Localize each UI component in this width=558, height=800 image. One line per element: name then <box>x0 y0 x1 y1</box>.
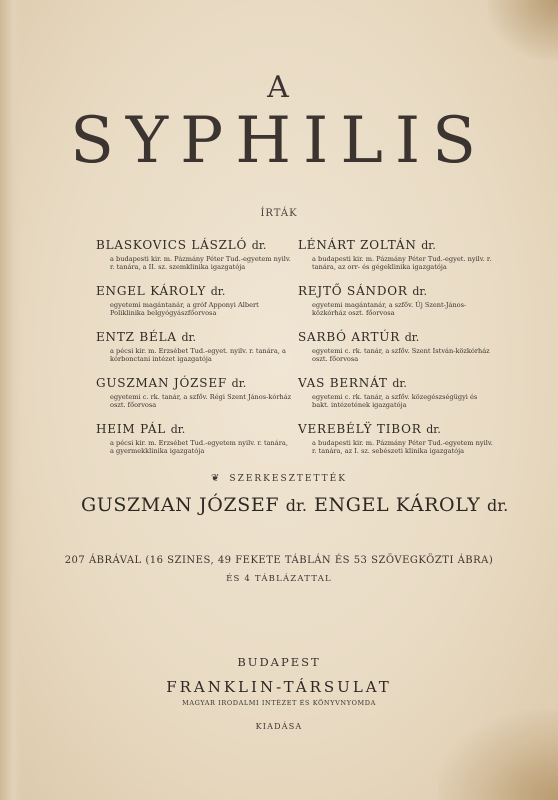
author-entry <box>298 284 494 330</box>
author-name-line <box>298 330 494 344</box>
corner-stain-top <box>488 0 558 60</box>
author-entry <box>298 376 494 422</box>
editor-name-line <box>81 494 307 516</box>
author-description: egyetemi magántanár, a gróf Apponyi Albert Poliklinika belgyógyászfőorvosa <box>110 301 259 318</box>
author-description: egyetemi c. rk. tanár, a szfőv. közegészségügyi és bakt. intézetének igazgatója <box>312 393 478 410</box>
author-name-line <box>96 238 292 252</box>
leaf-ornament-icon: ❦ <box>211 473 220 484</box>
author-title: dr. <box>231 377 247 390</box>
author-entry <box>298 238 494 284</box>
author-name: SARBÓ ARTÚR <box>298 330 401 344</box>
author-entry <box>96 422 292 468</box>
author-name: ENTZ BÉLA <box>96 330 177 344</box>
author-name: VEREBÉLŸ TIBOR <box>298 422 422 436</box>
author-description: egyetemi c. rk. tanár, a szfőv. Régi Szent János-kórház oszt. főorvosa <box>110 393 292 410</box>
author-name-line <box>96 422 292 436</box>
author-entry <box>96 284 292 330</box>
editor-name: GUSZMAN JÓZSEF <box>81 494 280 516</box>
authors-right-column <box>298 238 494 468</box>
book-title: SYPHILIS <box>70 104 488 178</box>
author-title: dr. <box>426 423 441 436</box>
author-description: a budapesti kir. m. Pázmány Péter Tud.-egyet. nyilv. r. tanára, az orr- és gégeklinika igazgatója <box>312 255 492 272</box>
editor-name: ENGEL KÁROLY <box>314 494 481 516</box>
editors-label: SZERKESZTETTÉK <box>229 474 347 484</box>
illustration-count: 207 ÁBRÁVAL (16 SZINES, 49 FEKETE TÁBLÁN ÉS 53 SZÖVEGKÖZTI ÁBRA) <box>64 555 494 566</box>
author-name-line <box>298 238 494 252</box>
authors-left-column <box>96 238 292 468</box>
author-name: GUSZMAN JÓZSEF <box>96 376 228 390</box>
author-title: dr. <box>421 239 436 252</box>
author-title: dr. <box>392 377 407 390</box>
author-name-line <box>96 330 292 344</box>
editor-name-line <box>314 494 508 516</box>
author-name-line <box>96 284 292 298</box>
author-entry <box>298 422 494 468</box>
author-name: ENGEL KÁROLY <box>96 284 207 298</box>
author-title: dr. <box>412 285 427 298</box>
editor-title: dr. <box>285 496 307 515</box>
edition-label: KIADÁSA <box>255 722 303 731</box>
author-name: VAS BERNÁT <box>298 376 388 390</box>
author-description: egyetemi magántanár, a szfőv. Új Szent-János-közkórház oszt. főorvosa <box>312 301 467 318</box>
author-entry <box>96 238 292 284</box>
authors-heading: ÍRTÁK <box>260 208 298 219</box>
author-name: BLASKOVICS LÁSZLÓ <box>96 238 248 252</box>
publisher-subtitle: MAGYAR IRODALMI INTÉZET ÉS KÖNYVNYOMDA <box>182 699 376 707</box>
editors-heading <box>0 473 558 484</box>
publisher-name: FRANKLIN-TÁRSULAT <box>166 678 392 696</box>
author-name: REJTŐ SÁNDOR <box>298 284 408 298</box>
author-entry <box>298 330 494 376</box>
author-title: dr. <box>251 239 267 252</box>
author-name: HEIM PÁL <box>96 422 167 436</box>
author-title: dr. <box>181 331 197 344</box>
author-title: dr. <box>210 285 226 298</box>
title-article: A <box>267 70 291 105</box>
publication-city: BUDAPEST <box>237 655 321 669</box>
author-name-line <box>298 376 494 390</box>
author-name-line <box>298 284 494 298</box>
author-name: LÉNÁRT ZOLTÁN <box>298 238 417 252</box>
author-description: egyetemi c. rk. tanár, a szfőv. Szent István-közkórház oszt. főorvosa <box>312 347 490 364</box>
author-entry <box>96 376 292 422</box>
author-description: a pécsi kir. m. Erzsébet Tud.-egyet. nyilv. r. tanára, a kórbonctani intézet igazgatója <box>110 347 286 364</box>
author-name-line <box>96 376 292 390</box>
author-description: a pécsi kir. m. Erzsébet Tud.-egyetem nyilv. r. tanára, a gyermekklinika igazgatója <box>110 439 288 456</box>
table-count: ÉS 4 TÁBLÁZATTAL <box>226 574 332 584</box>
author-entry <box>96 330 292 376</box>
author-description: a budapesti kir. m. Pázmány Péter Tud.-egyetem nyilv. r. tanára, az I. sz. sebészeti klinika igazgatója <box>312 439 493 456</box>
author-title: dr. <box>170 423 186 436</box>
author-description: a budapesti kir. m. Pázmány Péter Tud.-egyetem nyilv. r. tanára, a II. sz. szemklinika igazgatója <box>110 255 291 272</box>
editor-title: dr. <box>487 496 509 515</box>
author-title: dr. <box>404 331 420 344</box>
author-name-line <box>298 422 494 436</box>
